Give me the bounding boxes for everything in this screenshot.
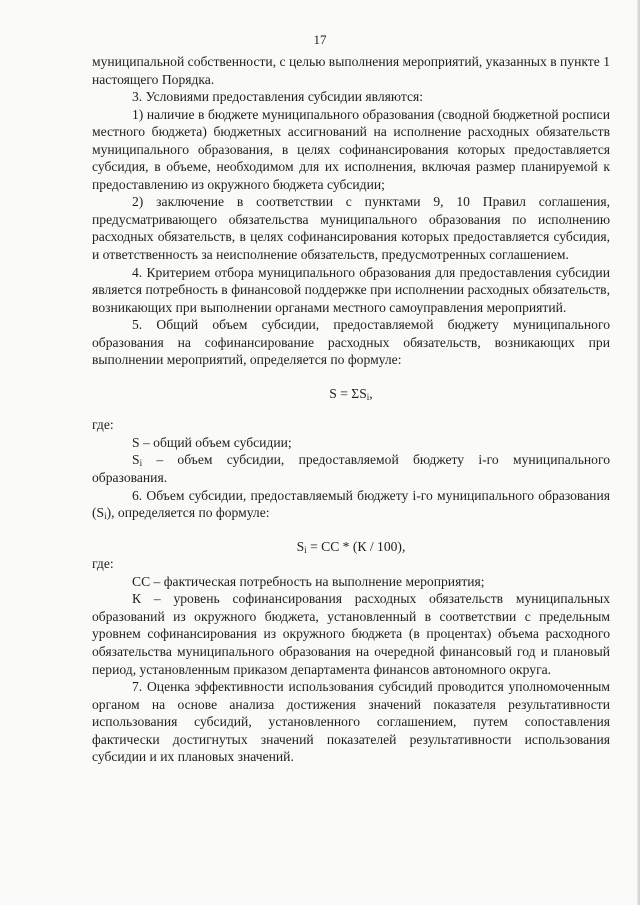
formula-si-symbol: S [296,538,305,554]
definition-k: К – уровень софинансирования расходных обязательств муниципальных образований из окружного бюджета, установленный в соответствии с предельным уровнем софинансирования из окружного бюджета (в процентах) объема расходного обязательства муниципального образования на очередной финансовый год и плановый период, установленным приказом департамента финансов автономного округа. [92,591,610,677]
formula-total-tail: , [369,385,373,401]
paragraph-total-subsidy: 5. Общий объем субсидии, предоставляемой бюджету муниципального образования на софинансирование расходных обязательств, возникающих при выполнении мероприятий, определяется по формуле: [92,317,610,368]
paragraph-efficiency-evaluation: 7. Оценка эффективности использования субсидий проводится уполномоченным органом на основе анализа достижения значений показателя результативности использования субсидий, установленного соглашением, путем сопоставления фактически достигнутых значений показателей результативности использования субсидии и их плановых значений. [92,679,610,765]
formula-si-rest: = CC * (К / 100), [306,538,406,554]
paragraph-condition-1: 1) наличие в бюджете муниципального образования (сводной бюджетной росписи местного бюджета) бюджетных ассигнований на исполнение расходных обязательств муниципального образования, в целях софинансирования которых предоставляется субсидия, в объеме, необходимом для их исполнения, включая размер планируемой к предоставлению из окружного бюджета субсидии; [92,106,610,192]
paragraph-subsidy-volume-tail: ), определяется по формуле: [106,505,270,521]
paragraph-condition-2: 2) заключение в соответствии с пунктами 9, 10 Правил соглашения, предусматривающего обязательства муниципального образования по исполнению расходных обязательств, в целях софинансирования которых предоставляется субсидия, и ответственность за неисполнение обязательств, предусмотренных соглашением. [92,194,610,263]
formula-si [92,538,610,556]
paragraph-subsidy-volume [92,487,610,522]
where-label-2: где: [92,556,114,572]
definition-si-text: – объем субсидии, предоставляемой бюджету i-го муниципального образования. [92,452,610,486]
document-body [92,53,610,766]
definition-si-subscript: i [139,458,143,469]
formula-total [92,385,610,403]
paragraph-selection-criterion: 4. Критерием отбора муниципального образования для предоставления субсидии является потребность в финансовой поддержке при исполнении расходных обязательств, возникающих при выполнении органами местного самоуправления мероприятий. [92,264,610,315]
definition-s: S – общий объем субсидии; [132,434,292,450]
formula-total-main: S = ΣS [329,385,367,401]
formula-total-subscript: i [366,391,370,402]
page-number: 17 [313,32,327,47]
paragraph-conditions-heading: 3. Условиями предоставления субсидии являются: [132,89,424,105]
definition-si [92,451,610,486]
formula-si-subscript: i [304,544,307,555]
definition-cc: CC – фактическая потребность на выполнение мероприятия; [132,573,485,589]
paragraph-subsidy-volume-subscript: i [104,511,107,522]
definition-si-symbol: S [132,452,140,468]
paragraph-subsidy-volume-text: 6. Объем субсидии, предоставляемый бюджету i-го муниципального образования (S [92,487,610,521]
where-label-1: где: [92,417,114,433]
paragraph-continuation: муниципальной собственности, с целью выполнения мероприятий, указанных в пункте 1 настоящего Порядка. [92,54,610,87]
